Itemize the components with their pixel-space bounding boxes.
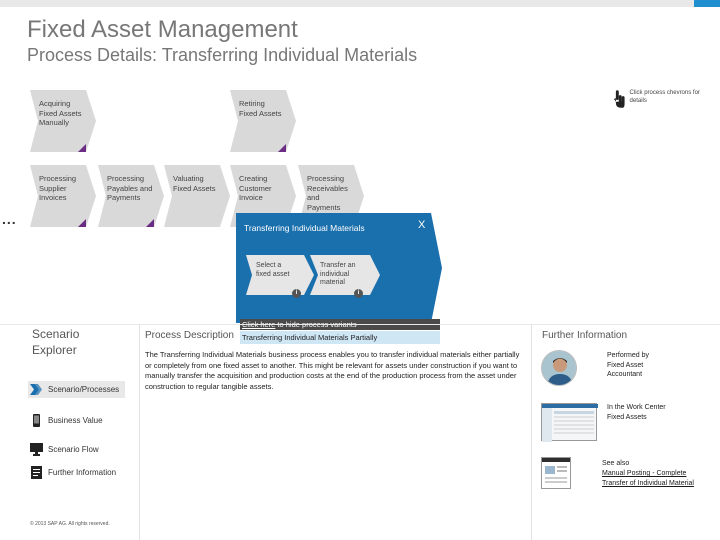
- process-chevron[interactable]: [30, 165, 96, 227]
- process-chevron[interactable]: [30, 90, 96, 152]
- step-select-fixed-asset[interactable]: [246, 255, 314, 295]
- user-avatar: [541, 350, 577, 386]
- chevron-label: Valuating Fixed Assets: [173, 174, 216, 193]
- process-chevron[interactable]: [230, 90, 296, 152]
- chevron-label: Processing Receivables and Payments: [307, 174, 348, 212]
- process-chevron[interactable]: [98, 165, 164, 227]
- page-title: Fixed Asset Management: [27, 16, 298, 43]
- column-divider: [531, 324, 532, 540]
- chevron-label: Processing Payables and Payments: [107, 174, 153, 202]
- mobile-icon: [30, 414, 43, 427]
- hand-pointer-icon: [612, 89, 626, 109]
- nav-scenario-flow[interactable]: [30, 443, 99, 456]
- top-bar: [0, 0, 720, 7]
- copyright: © 2013 SAP AG. All rights reserved.: [30, 521, 110, 527]
- document-icon: [30, 466, 43, 479]
- popup-title: Transferring Individual Materials: [244, 223, 365, 233]
- document-screenshot: [541, 457, 571, 489]
- section-divider: [0, 324, 720, 325]
- process-description-body: The Transferring Individual Materials business process enables you to transfer individual materials either partially or completely from one fixed asset to another. This might be relevant for assets under construction if you want to manually transfer the acquisition and production costs at the end of the production process from the asset under construction to regular tangible assets.: [145, 350, 520, 391]
- further-information-title: Further Information: [542, 330, 628, 341]
- nav-scenario-processes[interactable]: [28, 381, 125, 398]
- chevron-label: Acquiring Fixed Assets Manually: [39, 99, 82, 127]
- work-center-screenshot: [541, 403, 597, 441]
- top-accent: [694, 0, 720, 7]
- see-also-link[interactable]: Manual Posting - Complete Transfer of Individual Material: [602, 470, 694, 487]
- nav-label: Further Information: [48, 468, 117, 477]
- chevron-hint: [612, 89, 716, 109]
- process-variant-item[interactable]: Transferring Individual Materials Partially: [240, 331, 440, 344]
- nav-label: Business Value: [48, 416, 103, 425]
- explorer-title: Scenario Explorer: [32, 327, 80, 357]
- info-icon[interactable]: i: [354, 289, 363, 298]
- process-detail-popup: [236, 213, 442, 323]
- page-subtitle: Process Details: Transferring Individual Materials: [27, 45, 418, 65]
- nav-label: Scenario Flow: [48, 445, 99, 454]
- hint-text: Click process chevrons for details: [629, 90, 700, 104]
- nav-business-value[interactable]: [30, 414, 103, 427]
- monitor-icon: [30, 443, 43, 456]
- performed-by: Performed by Fixed Asset Accountant: [607, 352, 650, 378]
- process-chevron[interactable]: [164, 165, 230, 227]
- step-transfer-material[interactable]: [310, 255, 380, 295]
- popup-close-button[interactable]: X: [418, 219, 426, 231]
- more-processes-ellipsis[interactable]: ...: [2, 211, 17, 227]
- chevron-label: Creating Customer Invoice: [239, 174, 272, 202]
- info-icon[interactable]: i: [292, 289, 301, 298]
- nav-further-information[interactable]: [30, 466, 116, 479]
- step-label: Select a fixed asset: [256, 262, 290, 278]
- chevron-label: Retiring Fixed Assets: [239, 99, 282, 118]
- work-center-text: In the Work Center Fixed Assets: [607, 404, 666, 421]
- process-description-title: Process Description: [145, 330, 234, 341]
- chevron-label: Processing Supplier Invoices: [39, 174, 77, 202]
- column-divider: [139, 324, 140, 540]
- see-also-label: See also: [602, 460, 630, 467]
- chevrons-icon: [30, 383, 43, 396]
- nav-label: Scenario/Processes: [48, 385, 120, 394]
- step-label: Transfer an individual material: [320, 262, 356, 286]
